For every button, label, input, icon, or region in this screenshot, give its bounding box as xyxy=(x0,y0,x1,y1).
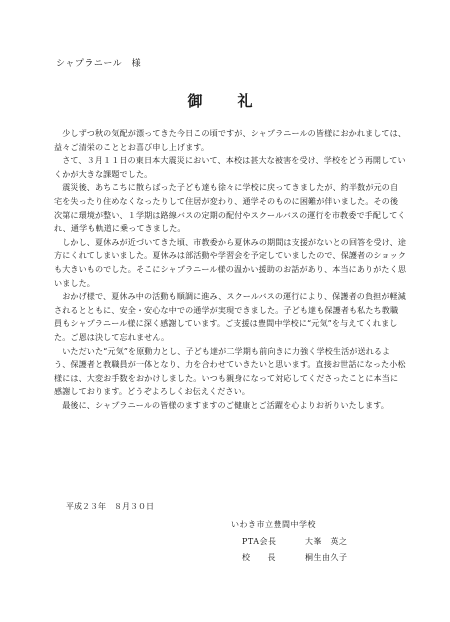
paragraph-genki: いただいた“元気”を原動力とし、子ども達が二学期も前向きに力強く学校生活が送れるよう、保護者と教職員が一体となり、力を合わせていきたいと思います。直接お世話になった小松様には、大変お手数をおかけしました。いつも親身になって対応してくださったことに本当に感謝しております。どうぞよろしくお伝えください。 xyxy=(54,345,406,397)
paragraph-closing: 最後に、シャプラニールの皆様のますますのご健康とご活躍を心よりお祈りいたします。 xyxy=(54,399,389,410)
paragraph-summer: しかし、夏休みが近づいてきた頃、市教委から夏休みの期間は支援がないとの回答を受け、途方にくれてしまいました。夏休みは部活動や学習会を予定していましたので、保護者のショックも大きいものでした。そこにシャプラニール様の温かい援助のお話があり、本当にありがたく思いました。 xyxy=(54,236,407,288)
signatory-role: PTA会長 xyxy=(242,537,277,546)
signatory-principal xyxy=(242,552,348,563)
school-name: いわき市立豊間中学校 xyxy=(231,520,316,529)
letter-body xyxy=(54,127,406,412)
letter-title: 御 礼 xyxy=(187,92,263,110)
signatory-pta xyxy=(242,536,348,547)
paragraph-thanks: おかげ様で、夏休み中の活動も順調に進み、スクールバスの運行により、保護者の負担が軽減されるとともに、安全・安心な中での通学が実現できました。子ども達も保護者も私たち教職員もシャプラニール様に深く感謝しています。ご支援は豊間中学校に“元気”を与えてくれました。ご恩は決して忘れません。 xyxy=(54,291,406,342)
paragraph-commute: 震災後、あちこちに散らばった子ども達も徐々に学校に戻ってきましたが、約半数が元の自宅を失ったり住めなくなったりして住居が変わり、通学そのものに困難が伴いました。その後次第に環境が整い、１学期は路線バスの定期の配付やスクールバスの運行を市教委で手配してくれ、通学も軌道に乗ってきました。 xyxy=(54,182,406,234)
letter-date: 平成２３年 ８月３０日 xyxy=(66,502,154,511)
addressee: シャプラニール 様 xyxy=(56,59,142,69)
paragraph-greeting: 少しずつ秋の気配が漂ってきた今日この頃ですが、シャプラニールの皆様におかれましては、益々ご清栄のこととお喜び申し上げます。 xyxy=(54,128,407,152)
signatory-role: 校 長 xyxy=(242,553,276,562)
signatory-name: 桐生由久子 xyxy=(305,553,348,562)
signatory-name: 大峯 英之 xyxy=(305,537,348,546)
paragraph-earthquake: さて、３月１１日の東日本大震災において、本校は甚大な被害を受け、学校をどう再開していくかが大きな課題でした。 xyxy=(54,155,406,179)
